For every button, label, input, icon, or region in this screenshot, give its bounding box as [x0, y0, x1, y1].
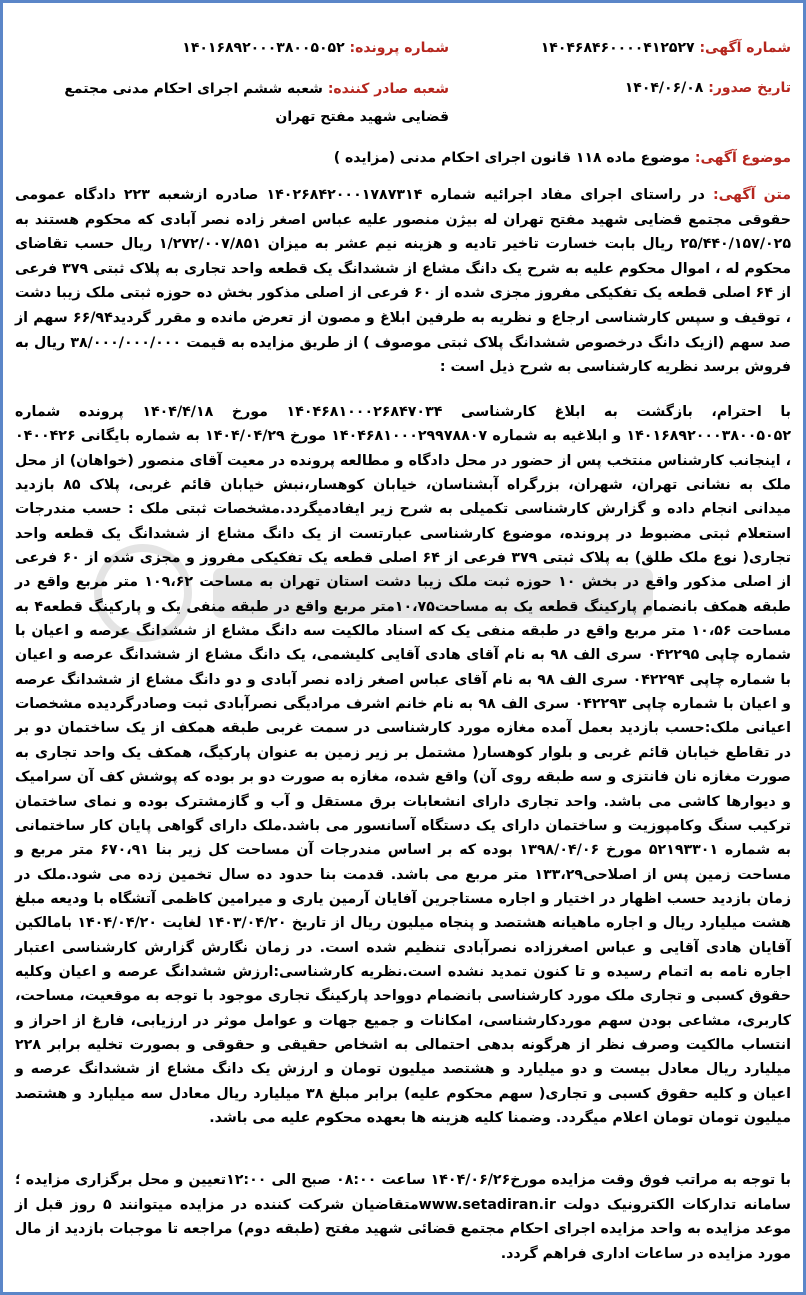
issuing-branch-value: شعبه ششم اجرای احکام مدنی مجتمع قضایی شهید مفتح تهران	[64, 81, 449, 125]
case-number	[17, 37, 449, 59]
notice-subject-value: موضوع ماده ۱۱۸ قانون اجرای احکام مدنی (مزایده )	[333, 150, 690, 166]
notice-number	[461, 37, 791, 59]
issue-date-value: ۱۴۰۴/۰۶/۰۸	[624, 80, 704, 96]
notice-body-intro-text: در راستای اجرای مفاد اجرائیه شماره ۱۴۰۲۶۸۴۲۰۰۰۱۷۸۷۳۱۴ صادره ازشعبه ۲۲۳ دادگاه عمومی حقوقی مجتمع قضایی شهید مفتح تهران له بیژن منصور علیه عباس اصغر زاده نصر آبادی که محکوم هستند به ۲۵/۴۴۰/۱۵۷/۰۲۵ ریال بابت خسارت تاخیر تادیه و هزینه نیم عشر به میزان ۱/۲۷۲/۰۰۷/۸۵۱ ریال حسب تقاضای محکوم له ، اموال محکوم علیه به شرح یک دانگ مشاع از ششدانگ یک قطعه واحد تجاری به پلاک ثبتی ۳۷۹ فرعی از ۶۴ اصلی قطعه یک تفکیکی مفروز مجزی شده از ۶۰ فرعی از اصلی مذکور بخش ده حوزه ثبتی ملک زیبا دشت ، توقیف و سپس کارشناسی ارجاع و نظریه به طرفین ابلاغ و مصون از تعرض مانده و مقرر گردید۶۶/۹۴ سهم از صد سهم (ازیک دانگ درخصوص ششدانگ پلاک ثبتی موصوف ) از طریق مزایده به قیمت ۳۸/۰۰۰/۰۰۰/۰۰۰ ریال به فروش برسد نظریه کارشناسی به شرح ذیل است :	[15, 187, 792, 376]
case-number-value: ۱۴۰۱۶۸۹۲۰۰۰۳۸۰۰۵۰۵۲	[182, 40, 345, 56]
notice-number-label: شماره آگهی:	[699, 40, 791, 56]
issue-date-label: تاریخ صدور:	[708, 80, 791, 96]
issuing-branch	[17, 75, 449, 131]
notice-number-value: ۱۴۰۴۶۸۴۶۰۰۰۰۴۱۲۵۲۷	[540, 40, 695, 56]
notice-subject-label: موضوع آگهی:	[694, 150, 791, 166]
notice-subject	[17, 147, 791, 169]
auction-details	[15, 1168, 791, 1266]
case-number-label: شماره پرونده:	[349, 40, 449, 56]
issue-date	[461, 77, 791, 99]
notice-body-label: متن آگهی:	[713, 187, 791, 203]
expert-opinion-text: با احترام، بازگشت به ابلاغ کارشناسی ۱۴۰۴۶۸۱۰۰۰۲۶۸۴۷۰۳۴ مورخ ۱۴۰۴/۴/۱۸ پرونده شماره ۱۴۰۱۶۸۹۲۰۰۰۳۸۰۰۵۰۵۲ و ابلاغیه به شماره ۱۴۰۴۶۸۱۰۰۰۲۹۹۷۸۸۰۷ مورخ ۱۴۰۴/۰۴/۲۹ به شماره بایگانی ۰۴۰۰۴۲۶ ، اینجانب کارشناس منتخب پس از حضور در محل دادگاه و مطالعه پرونده در معیت آقای منصور (خواهان) از محل ملک به نشانی تهران، شهران، بزرگراه آبشناسان، خیابان کوهسار،نبش خیابان قائم غربی، پلاک ۸۵ بازدید میدانی انجام داده و گزارش کارشناسی تکمیلی به شرح زیر ایفادمیگردد.مشخصات ثبتی ملک : حسب مندرجات استعلام ثبتی مضبوط در پرونده، موضوع کارشناسی عبارتست از یک دانگ مشاع از ششدانگ یک قطعه واحد تجاری( نوع ملک طلق) به پلاک ثبتی ۳۷۹ فرعی از ۶۴ اصلی قطعه یک تفکیکی مفروز و مجزی شده از ۶۰ فرعی از اصلی مذکور واقع در بخش ۱۰ حوزه ثبت ملک زیبا دشت استان تهران به مساحت ۱۰۹،۶۲ متر مربع واقع در طبقه همکف بانضمام پارکینگ قطعه یک به مساحت۱۰،۷۵متر مربع واقع در طبقه منفی یک و پارکینگ قطعه۴ به مساحت ۱۰،۵۶ متر مربع واقع در طبقه منفی یک که اسناد مالکیت سه دانگ مشاع از ششدانگ عرصه و اعیان با شماره چاپی ۰۴۲۲۹۵ سری الف ۹۸ به نام آقای هادی آقایی کلیشمی، یک دانگ مشاع از ششدانگ عرصه و اعیان با شماره چاپی ۰۴۲۲۹۴ سری الف ۹۸ به نام آقای عباس اصغر زاده نصر آبادی و دو دانگ مشاع از ششدانگ عرصه و اعیان با شماره چاپی ۰۴۲۲۹۳ سری الف ۹۸ به نام خانم اشرف مرادیگی نصرآبادی ثبت وصادرگردیده مشخصات اعیانی ملک:حسب بازدید بعمل آمده مغازه مورد کارشناسی در سمت غربی طبقه همکف از یک ساختمان دو بر در تقاطع خیابان قائم غربی و بلوار کوهسار( مشتمل بر زیر زمین به عنوان پارکیگ، همکف یک واحد تجاری به صورت مغازه نان فانتزی و سه طبقه روی آن) واقع شده، مغازه به صورت دو بر بوده که پوشش کف آن سرامیک و دیوارها کاشی می باشد. واحد تجاری دارای انشعابات برق مستقل و آب و گازمشترک بوده و نمای ساختمان ترکیب سنگ وکامپوزیت و ساختمان دارای یک دستگاه آسانسور می باشد.ملک دارای گواهی پایان کار ساختمانی به شماره ۵۲۱۹۳۳۰۱ مورخ ۱۳۹۸/۰۴/۰۶ بوده که بر اساس مندرجات آن مساحت کل زیر بنا ۶۷۰،۹۱ متر مربع و مساحت زمین پس از اصلاحی۱۳۳،۲۹ متر مربع می باشد. قدمت بنا حدود ده سال تخمین زده می شود.ملک در زمان بازدید حسب اظهار در اختیار و اجاره مستاجرین آفایان آرمین یاری و میرامین کاظمی آتشگاه با ودیعه مبلغ هشت میلیارد ریال و اجاره ماهیانه هشتصد و پنجاه میلیون ریال از تاریخ ۱۴۰۳/۰۴/۲۰ لغایت ۱۴۰۴/۰۴/۲۰ بامالکین آقایان هادی آقایی و عباس اصغرزاده نصرآبادی تنظیم شده است. در زمان نگارش گزارش کارشناسی اعتبار اجاره نامه به اتمام رسیده و تا کنون تمدید نشده است.نظریه کارشناسی:ارزش ششدانگ عرصه و اعیان وکلیه حقوق کسبی و تجاری ملک مورد کارشناسی بانضمام دوواحد پارکینگ تجاری موجود با توجه به موقعیت، مساحت، کاربری، مشاعی بودن سهم موردکارشناسی، امکانات و جمیع جهات و عوامل موثر در ارزیابی، فارغ از احراز و انتساب مالکیت وصرف نظر از هرگونه بدهی احتمالی به اشخاص حقیقی و حقوقی و بصورت تخلیه برابر ۲۲۸ میلیارد ریال معادل بیست و دو میلیارد و هشتصد میلیون تومان و ارزش یک دانگ مشاع از ششدانگ عرصه و اعیان و کلیه حقوق کسبی و تجاری( سهم محکوم علیه) برابر مبلغ ۳۸ میلیارد ریال معادل سه میلیارد و هشتصد میلیون تومان تومان اعلام میگردد. وضمنا کلیه هزینه ها بعهده محکوم علیه می باشد.	[15, 404, 792, 1126]
issuing-branch-label: شعبه صادر کننده:	[327, 81, 449, 97]
auction-details-text: با توجه به مراتب فوق وقت مزایده مورخ۱۴۰۴/۰۶/۲۶ ساعت ۰۸:۰۰ صبح الی ۱۲:۰۰تعیین و محل برگزاری مزایده ؛سامانه تدارکات الکترونیک دولت www.setadiran.irمتقاضیان شرکت کننده در مزایده میتوانند ۵ روز قبل از موعد مزایده به واحد مزایده اجرای احکام مجتمع قضائی شهید مفتح (طبقه دوم) مراجعه تا موجبات بازدید از مال مورد مزایده در ساعات اداری فراهم گردد.	[15, 1172, 791, 1262]
notice-body-intro	[15, 183, 791, 380]
expert-opinion	[15, 400, 791, 1130]
